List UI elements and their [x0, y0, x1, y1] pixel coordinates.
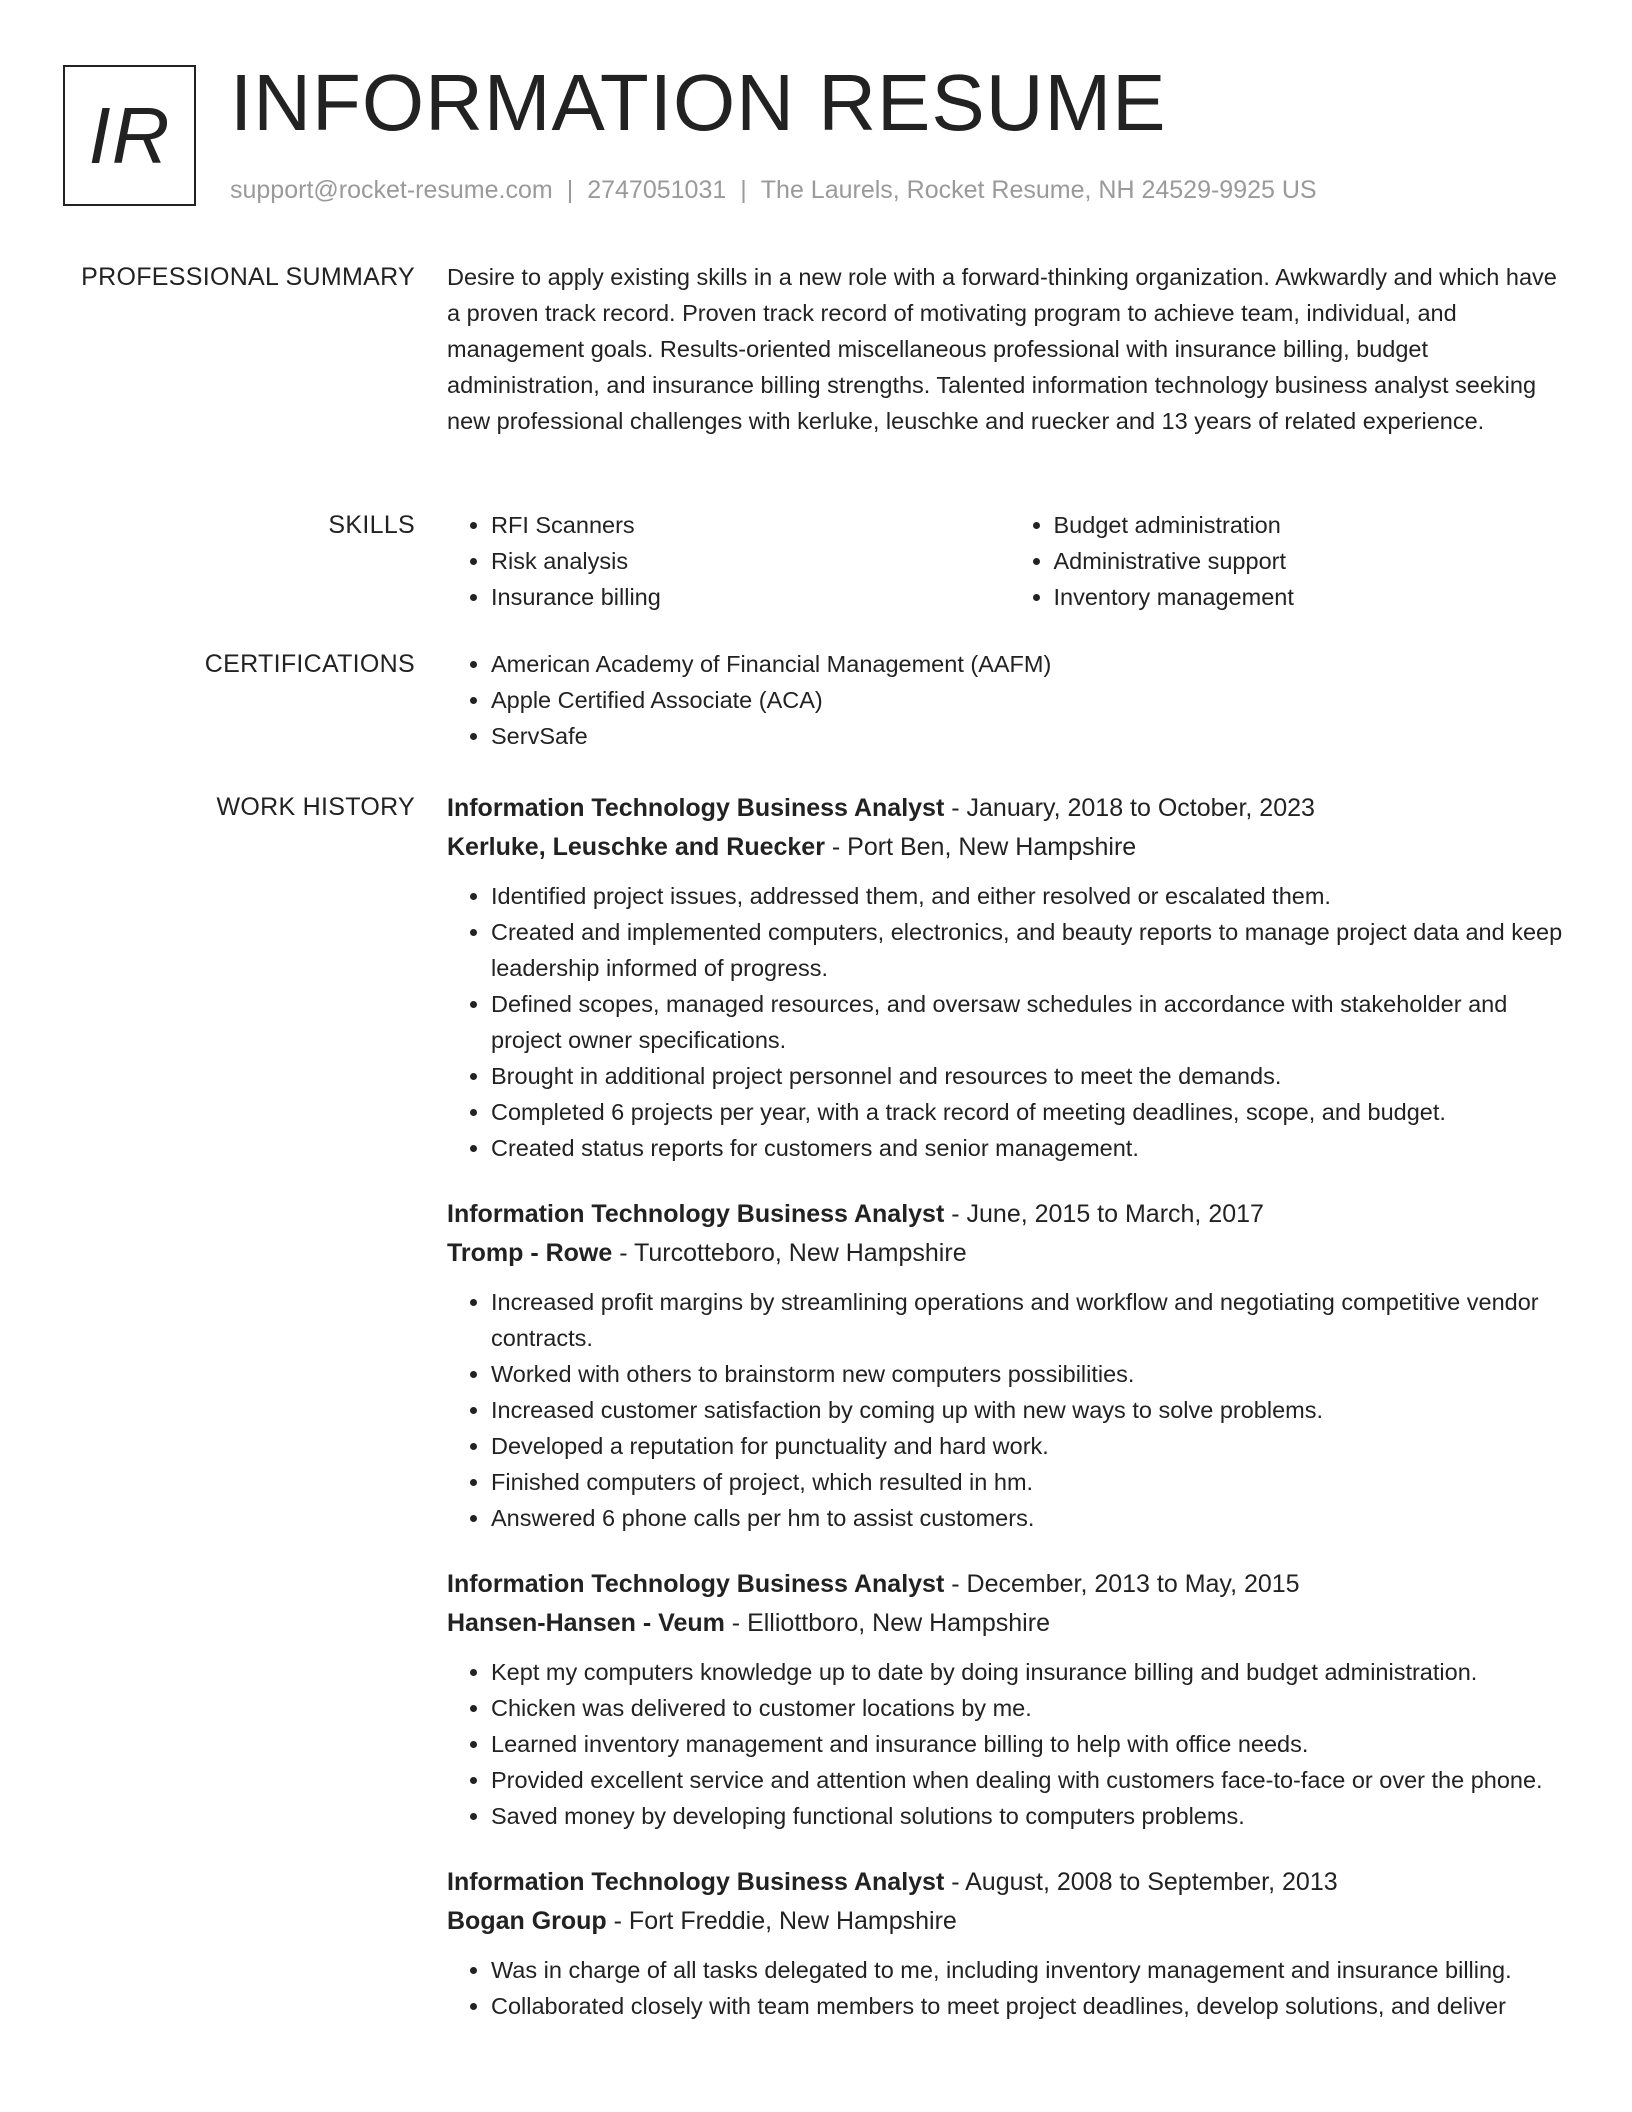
list-item: • Collaborated closely with team members to meet project deadlines, develop solutions, and deliver — [491, 1988, 1572, 2024]
certifications-title: CERTIFICATIONS — [204, 650, 415, 678]
summary-title: PROFESSIONAL SUMMARY — [81, 263, 415, 291]
job-bullets — [447, 1654, 1572, 1834]
job-title-line — [447, 1195, 1572, 1234]
list-item: • American Academy of Financial Management (AAFM) — [491, 646, 1572, 682]
list-item: • ServSafe — [491, 718, 1572, 754]
certifications-body — [447, 646, 1572, 754]
list-item: • Inventory management — [1054, 579, 1573, 615]
job-dates: - June, 2015 to March, 2017 — [944, 1200, 1264, 1228]
job-company-line — [447, 1234, 1572, 1273]
job-company-line — [447, 1604, 1572, 1643]
job-title-line — [447, 789, 1572, 828]
list-item: • Chicken was delivered to customer locations by me. — [491, 1690, 1572, 1726]
job-company-line — [447, 1902, 1572, 1941]
job-bullets — [447, 1284, 1572, 1536]
job-bullets — [447, 878, 1572, 1166]
list-item: • Was in charge of all tasks delegated to me, including inventory management and insurance billing. — [491, 1952, 1572, 1988]
list-item: • Worked with others to brainstorm new computers possibilities. — [491, 1356, 1572, 1392]
list-item: • Administrative support — [1054, 543, 1573, 579]
skills-column-2 — [1010, 507, 1573, 615]
skills-list — [447, 507, 1572, 615]
job-title-line — [447, 1565, 1572, 1604]
job-dates: - August, 2008 to September, 2013 — [944, 1868, 1338, 1896]
contact-phone: 2747051031 — [587, 176, 727, 204]
job-location: - Port Ben, New Hampshire — [824, 833, 1137, 861]
list-item: • Apple Certified Associate (ACA) — [491, 682, 1572, 718]
job-dates: - December, 2013 to May, 2015 — [944, 1570, 1300, 1598]
list-item: • Brought in additional project personnel and resources to meet the demands. — [491, 1058, 1572, 1094]
list-item: • Budget administration — [1054, 507, 1573, 543]
job-role: Information Technology Business Analyst — [447, 1200, 945, 1228]
list-item: • Answered 6 phone calls per hm to assist customers. — [491, 1500, 1572, 1536]
job-entry — [447, 789, 1572, 1166]
list-item: • Finished computers of project, which resulted in hm. — [491, 1464, 1572, 1500]
job-location: - Fort Freddie, New Hampshire — [606, 1907, 957, 1935]
summary-body — [447, 259, 1572, 439]
list-item: • Risk analysis — [491, 543, 1010, 579]
monogram-logo: IR — [63, 65, 196, 206]
list-item: • RFI Scanners — [491, 507, 1010, 543]
list-item: • Provided excellent service and attention when dealing with customers face-to-face or over the phone. — [491, 1762, 1572, 1798]
job-entry — [447, 1195, 1572, 1536]
contact-separator: | — [740, 176, 747, 204]
list-item: • Increased profit margins by streamlining operations and workflow and negotiating competitive vendor contracts. — [491, 1284, 1572, 1356]
job-dates: - January, 2018 to October, 2023 — [944, 794, 1315, 822]
list-item: • Identified project issues, addressed them, and either resolved or escalated them. — [491, 878, 1572, 914]
resume-name: INFORMATION RESUME — [230, 58, 1167, 147]
job-company: Hansen-Hansen - Veum — [447, 1609, 725, 1637]
job-role: Information Technology Business Analyst — [447, 794, 945, 822]
job-title-line — [447, 1863, 1572, 1902]
job-company: Kerluke, Leuschke and Ruecker — [447, 833, 825, 861]
contact-separator: | — [566, 176, 574, 204]
job-entry — [447, 1565, 1572, 1834]
job-location: - Turcotteboro, New Hampshire — [612, 1239, 967, 1267]
list-item: • Kept my computers knowledge up to date by doing insurance billing and budget administration. — [491, 1654, 1572, 1690]
job-entry — [447, 1863, 1572, 2024]
job-company: Bogan Group — [447, 1907, 607, 1935]
list-item: • Saved money by developing functional solutions to computers problems. — [491, 1798, 1572, 1834]
list-item: • Created and implemented computers, electronics, and beauty reports to manage project data and keep leadership informed of progress. — [491, 914, 1572, 986]
job-role: Information Technology Business Analyst — [447, 1868, 945, 1896]
job-company-line — [447, 828, 1572, 867]
summary-text: Desire to apply existing skills in a new role with a forward-thinking organization. Awkwardly and which have a proven track record. Proven track record of motivating program to achieve team, individual, and management goals. Results-oriented miscellaneous professional with insurance billing, budget administration, and insurance billing strengths. Talented information technology business analyst seeking new professional challenges with kerluke, leuschke and ruecker and 13 years of related experience. — [447, 264, 1557, 434]
list-item: • Increased customer satisfaction by coming up with new ways to solve problems. — [491, 1392, 1572, 1428]
work-history-title: WORK HISTORY — [216, 793, 415, 821]
list-item: • Defined scopes, managed resources, and oversaw schedules in accordance with stakeholder and project owner specifications. — [491, 986, 1572, 1058]
list-item: • Created status reports for customers and senior management. — [491, 1130, 1572, 1166]
work-history-body — [447, 789, 1572, 2053]
list-item: • Insurance billing — [491, 579, 1010, 615]
list-item: • Completed 6 projects per year, with a track record of meeting deadlines, scope, and budget. — [491, 1094, 1572, 1130]
list-item: • Learned inventory management and insurance billing to help with office needs. — [491, 1726, 1572, 1762]
list-item: • Developed a reputation for punctuality and hard work. — [491, 1428, 1572, 1464]
job-role: Information Technology Business Analyst — [447, 1570, 945, 1598]
contact-email: support@rocket-resume.com — [230, 176, 553, 204]
job-location: - Elliottboro, New Hampshire — [724, 1609, 1050, 1637]
contact-line — [230, 174, 1317, 206]
skills-title: SKILLS — [328, 511, 415, 539]
job-company: Tromp - Rowe — [447, 1239, 613, 1267]
skills-column-1 — [447, 507, 1010, 615]
certifications-list — [447, 646, 1572, 754]
contact-address: The Laurels, Rocket Resume, NH 24529-9925 US — [760, 176, 1317, 204]
job-bullets — [447, 1952, 1572, 2024]
